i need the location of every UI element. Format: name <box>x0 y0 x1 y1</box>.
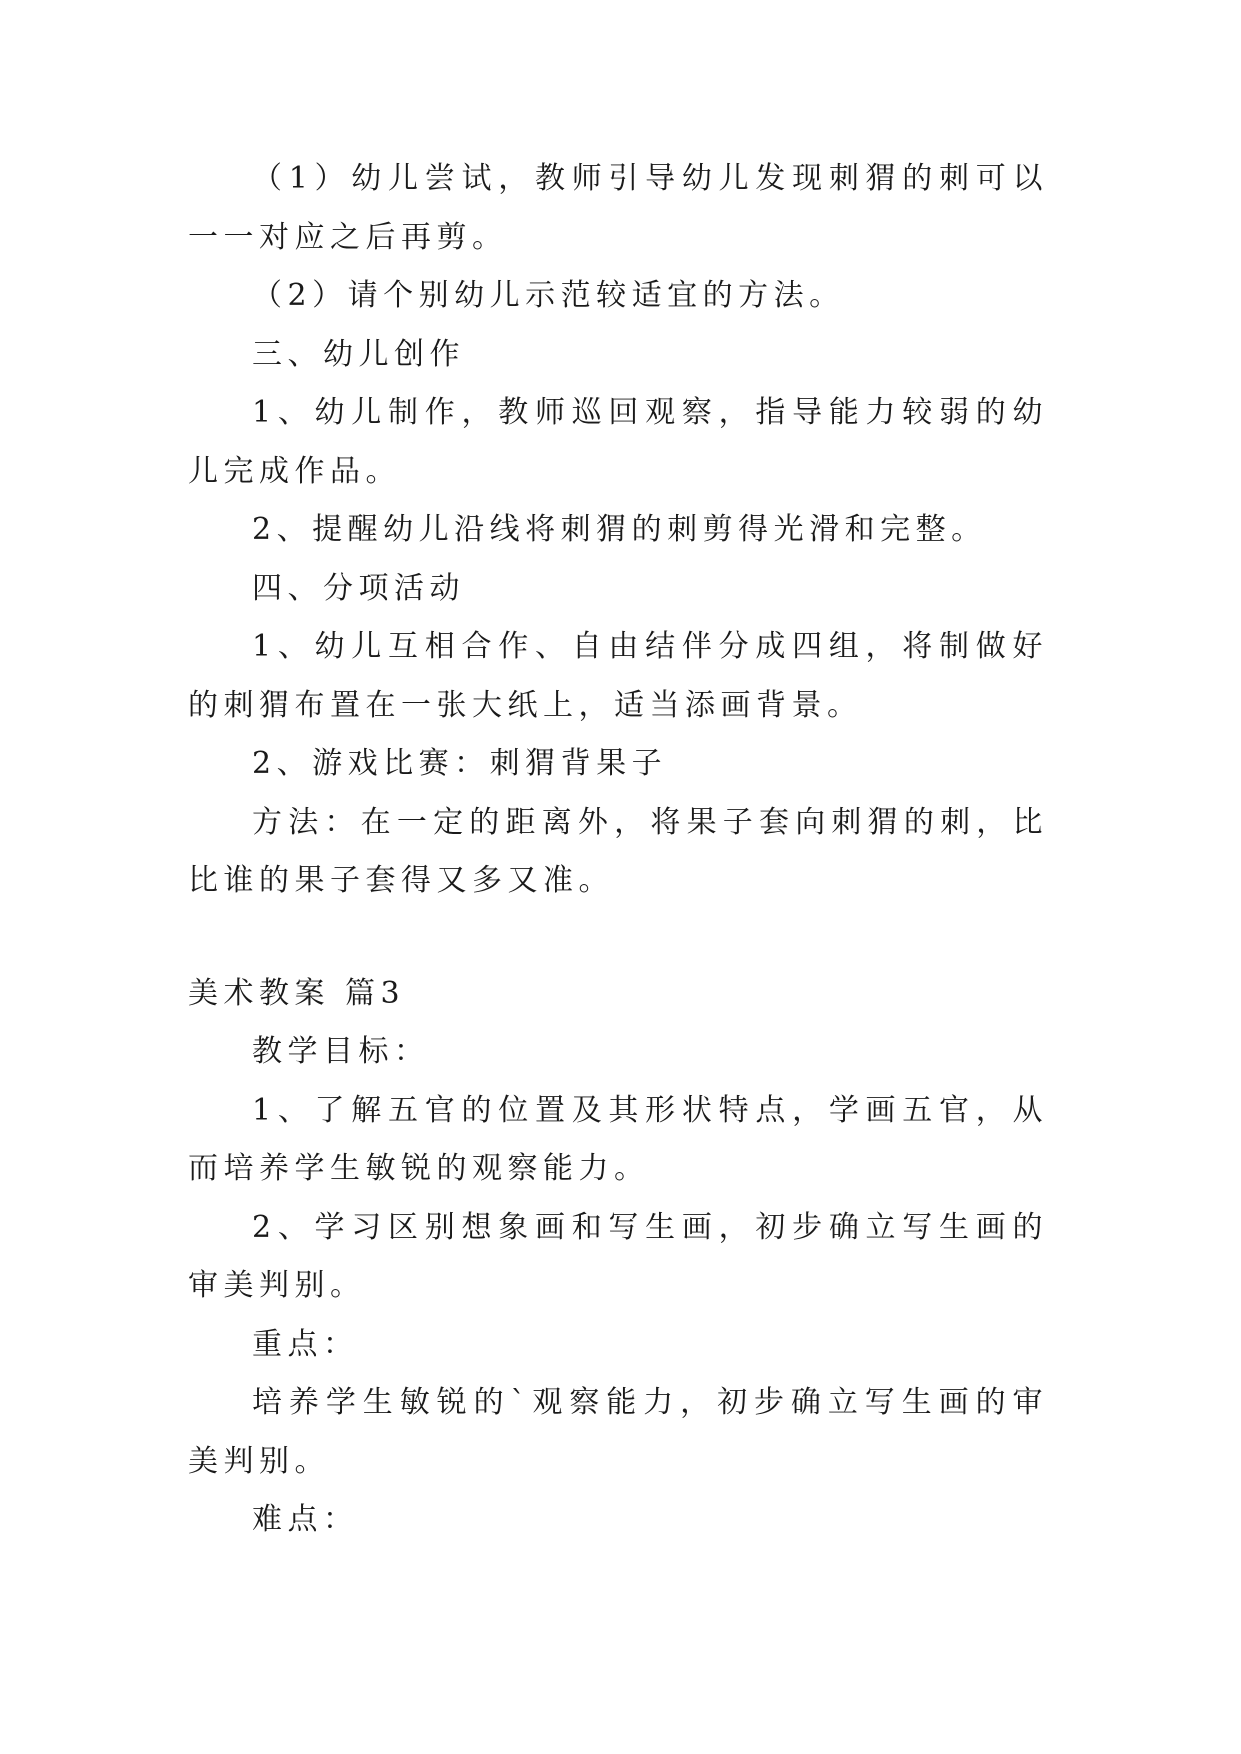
document-body <box>188 150 1048 1550</box>
paragraph: 培养学生敏锐的`观察能力，初步确立写生画的审美判别。 <box>188 1385 1048 1479</box>
paragraph: （2）请个别幼儿示范较适宜的方法。 <box>252 278 845 313</box>
section-subheading: 三、幼儿创作 <box>252 336 465 372</box>
section-subheading: 四、分项活动 <box>252 570 465 606</box>
paragraph: 2、提醒幼儿沿线将刺猬的刺剪得光滑和完整。 <box>252 512 987 547</box>
paragraph: 1、幼儿互相合作、自由结伴分成四组，将制做好的刺猬布置在一张大纸上，适当添画背景。 <box>188 629 1048 723</box>
paragraph: 方法：在一定的距离外，将果子套向刺猬的刺，比比谁的果子套得又多又准。 <box>188 804 1048 898</box>
paragraph: 1、幼儿制作，教师巡回观察，指导能力较弱的幼儿完成作品。 <box>188 395 1048 489</box>
lesson-plan-heading: 美术教案 篇3 <box>188 975 406 1011</box>
paragraph: （1）幼儿尝试，教师引导幼儿发现刺猬的刺可以一一对应之后再剪。 <box>188 161 1048 255</box>
paragraph: 1、了解五官的位置及其形状特点，学画五官，从而培养学生敏锐的观察能力。 <box>188 1092 1048 1186</box>
paragraph: 2、学习区别想象画和写生画，初步确立写生画的审美判别。 <box>188 1209 1048 1303</box>
section-subheading: 重点： <box>252 1326 359 1362</box>
section-subheading: 教学目标： <box>252 1034 430 1069</box>
paragraph: 2、游戏比赛：刺猬背果子 <box>252 746 668 781</box>
section-subheading: 难点： <box>252 1502 359 1537</box>
